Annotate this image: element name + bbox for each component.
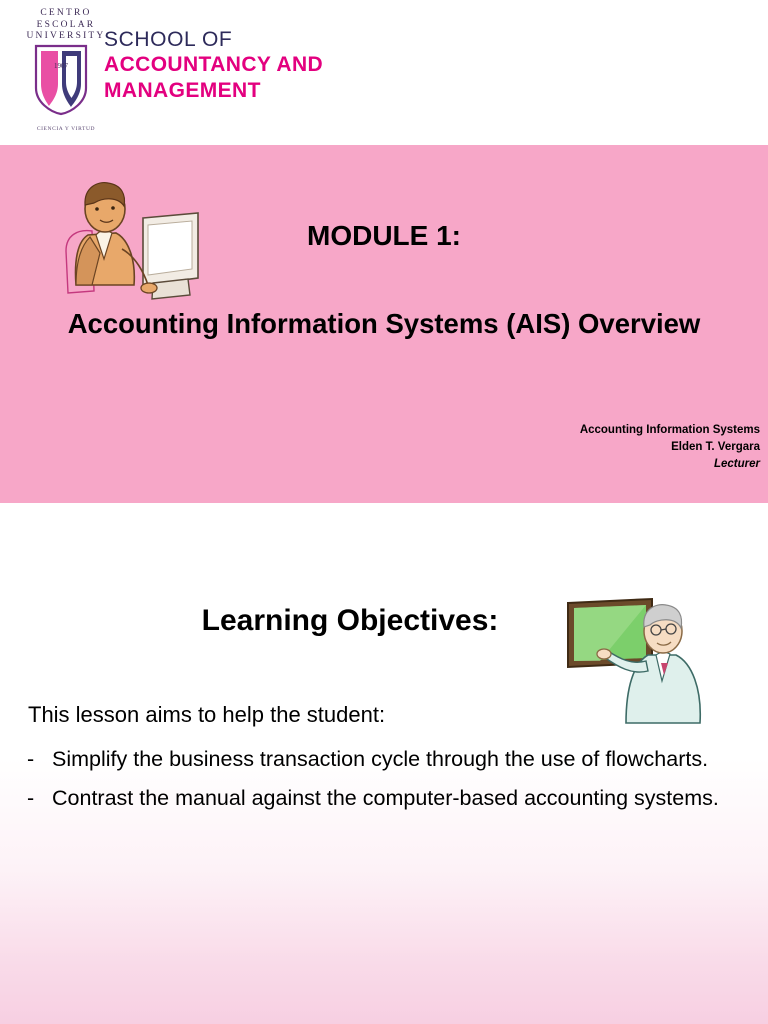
- bullet-dash: -: [27, 747, 35, 771]
- brand-header: [0, 0, 768, 145]
- credits-block: [340, 422, 760, 473]
- credits-role: Lecturer: [713, 458, 760, 470]
- school-line-2: ACCOUNTANCY AND: [104, 53, 324, 76]
- ceu-logo-motto: CIENCIA Y VIRTUD: [36, 126, 96, 132]
- title-banner: [0, 145, 768, 503]
- module-title: MODULE 1:: [307, 220, 461, 251]
- learning-objectives-title: Learning Objectives:: [201, 604, 499, 637]
- list-item: [22, 744, 742, 775]
- slide-learning-objectives: [0, 512, 768, 1024]
- school-line-1: SCHOOL OF: [104, 28, 233, 51]
- ceu-logo-top-text: CENTRO ESCOLAR UNIVERSITY: [26, 8, 106, 41]
- school-name-block: [104, 27, 323, 104]
- learning-objectives-intro: This lesson aims to help the student:: [28, 702, 386, 727]
- svg-text:1907: 1907: [54, 62, 68, 70]
- list-item-text: Simplify the business transaction cycle through the use of flowcharts.: [52, 747, 709, 771]
- school-line-3: MANAGEMENT: [104, 79, 261, 102]
- module-subtitle: Accounting Information Systems (AIS) Overview: [67, 308, 701, 339]
- list-item: [22, 783, 742, 814]
- credits-course: Accounting Information Systems: [579, 424, 760, 436]
- list-item-text: Contrast the manual against the computer-based accounting systems.: [52, 786, 719, 810]
- teacher-at-board-illustration: [560, 597, 725, 727]
- shield-icon: [32, 44, 90, 116]
- credits-name: Elden T. Vergara: [671, 441, 760, 453]
- bullet-dash: -: [27, 786, 35, 810]
- ceu-logo: [18, 6, 106, 136]
- learning-objectives-list: [22, 744, 742, 822]
